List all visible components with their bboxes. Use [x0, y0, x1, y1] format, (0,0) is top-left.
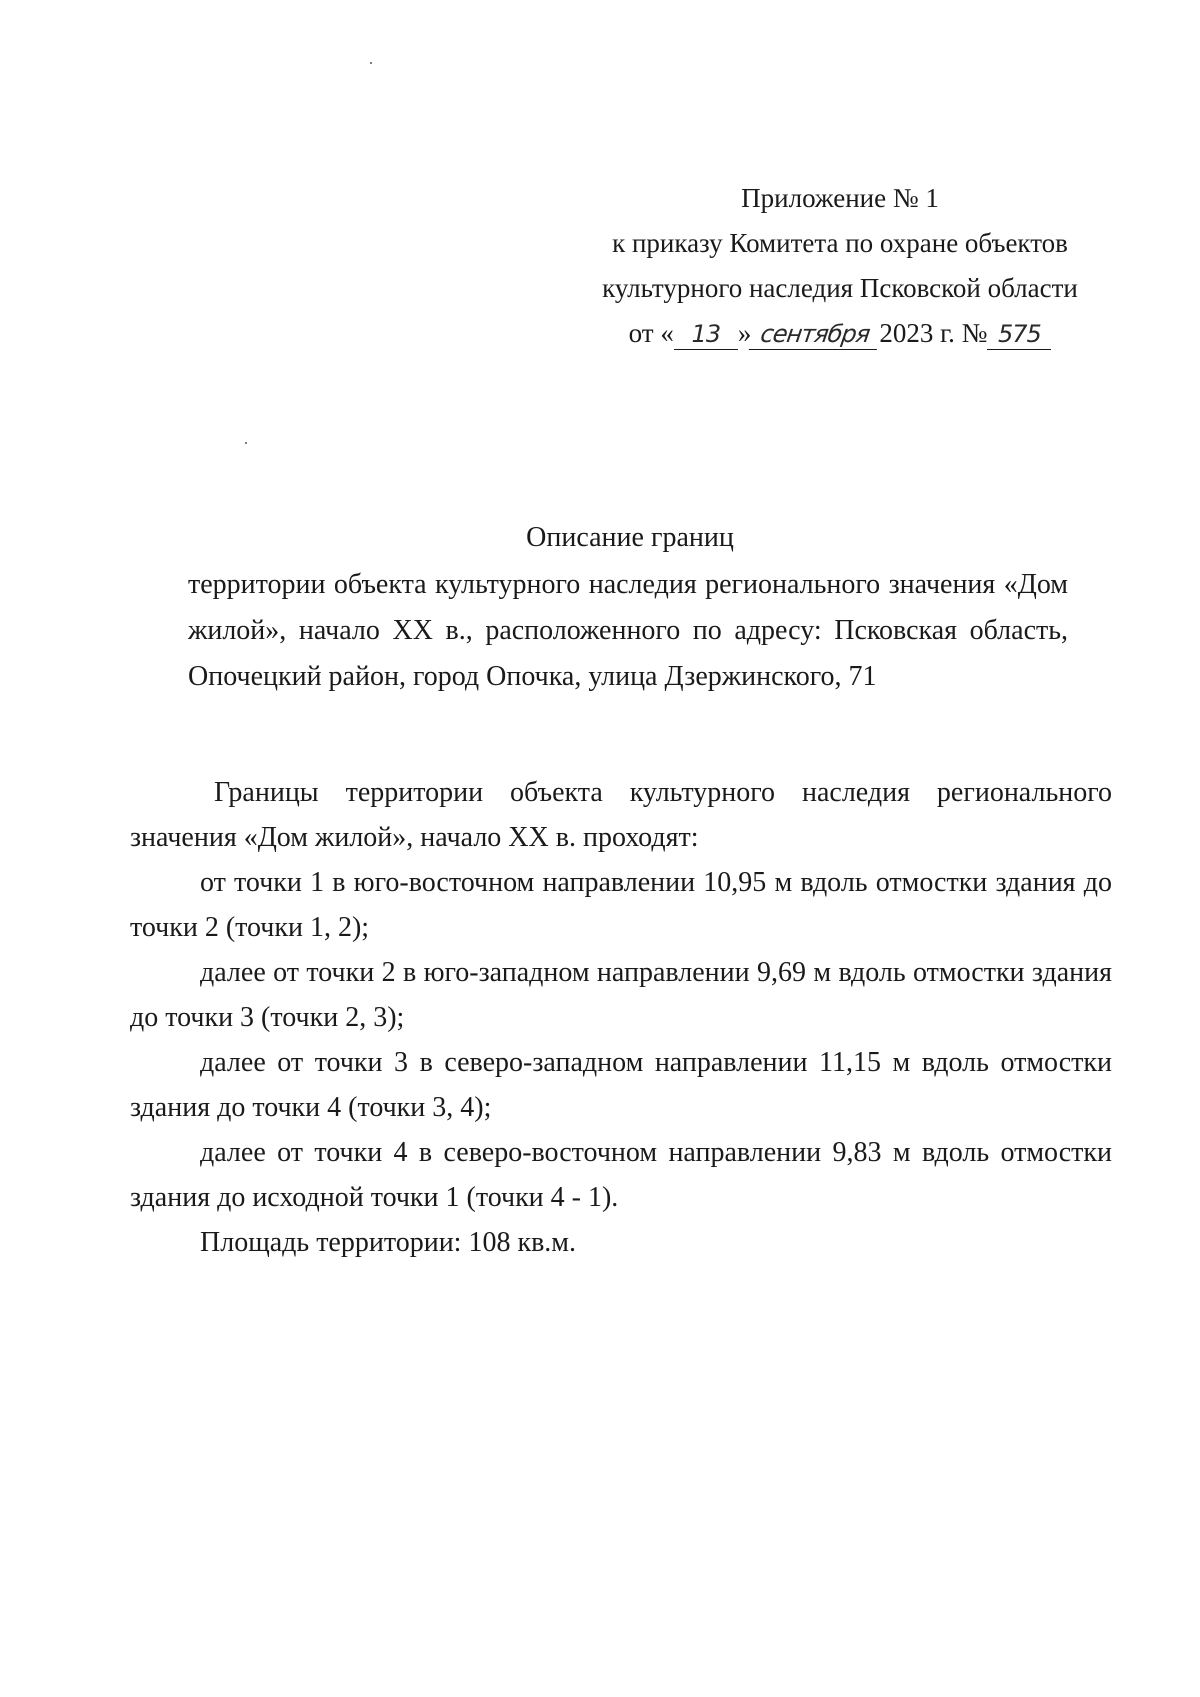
handwritten-order-number: 575	[987, 319, 1051, 350]
handwritten-day: 13	[674, 319, 738, 350]
segment-paragraph: далее от точки 4 в северо-восточном направлении 9,83 м вдоль отмостки здания до исходной точки 1 (точки 4 - 1).	[130, 1137, 1112, 1213]
date-prefix: от «	[628, 318, 674, 348]
annex-title: Приложение № 1	[741, 183, 939, 213]
annex-committee-line: культурного наследия Псковской области	[602, 273, 1078, 303]
annex-date-line	[560, 311, 1120, 356]
segment-paragraph: далее от точки 3 в северо-западном направлении 11,15 м вдоль отмостки здания до точки 4 (точки 3, 4);	[130, 1047, 1112, 1123]
area-paragraph: Площадь территории: 108 кв.м.	[200, 1227, 577, 1258]
quote-close: »	[737, 318, 752, 348]
scan-speck	[245, 442, 247, 444]
annex-order-line: к приказу Комитета по охране объектов	[612, 228, 1068, 258]
annex-header	[560, 176, 1120, 356]
handwritten-month: сентября	[749, 319, 881, 350]
description-title: Описание границ	[526, 522, 734, 553]
year-text: 2023 г. №	[879, 318, 988, 348]
intro-paragraph: Границы территории объекта культурного наследия регионального значения «Дом жилой», начало XX в. проходят:	[130, 777, 1112, 853]
description-subtitle: территории объекта культурного наследия регионального значения «Дом жилой», начало XX в., расположенного по адресу: Псковская область, Опочецкий район, город Опочка, улица Дзержинского, 71	[188, 569, 1068, 692]
segment-paragraph: далее от точки 2 в юго-западном направлении 9,69 м вдоль отмостки здания до точки 3 (точки 2, 3);	[130, 957, 1112, 1033]
segment-paragraph: от точки 1 в юго-восточном направлении 10,95 м вдоль отмостки здания до точки 2 (точки 1, 2);	[130, 867, 1112, 943]
boundary-description	[130, 770, 1112, 1265]
scan-speck	[370, 62, 372, 64]
